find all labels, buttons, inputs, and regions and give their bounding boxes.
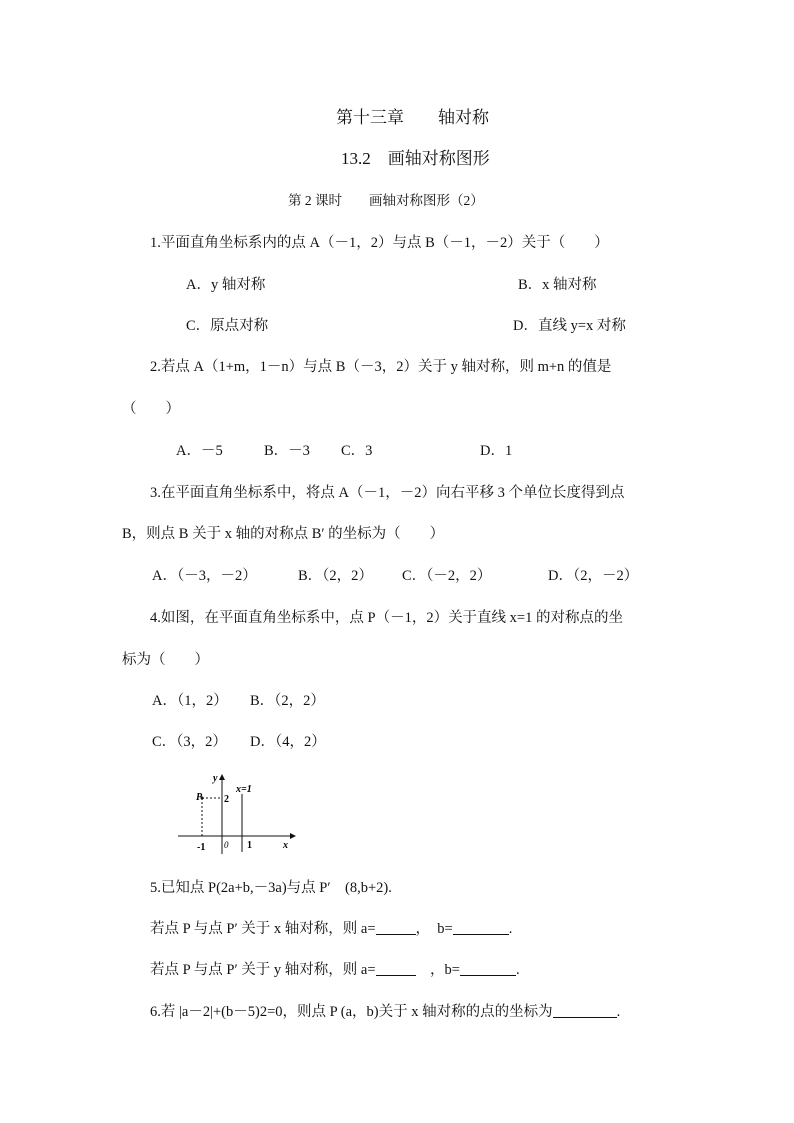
y-axis-arrow xyxy=(219,774,225,780)
q5-line1-end: . xyxy=(508,921,513,937)
q6-line xyxy=(150,1002,620,1022)
q3-option-b: B．（2，2） xyxy=(298,568,373,584)
x-axis-arrow xyxy=(290,833,296,839)
x-axis-label: x xyxy=(283,840,288,851)
q4-stem-line2: 标为（ ） xyxy=(122,652,209,668)
q3-option-a: A．（－3，－2） xyxy=(152,568,257,584)
q4-option-d: D．（4，2） xyxy=(250,734,326,750)
tick-label-y-2: 2 xyxy=(224,794,229,805)
q1-stem: 1.平面直角坐标系内的点 A（－1，2）与点 B（－1，－2）关于（ ） xyxy=(150,235,609,251)
q5-line1-part-a: 若点 P 与点 P′ 关于 x 轴对称，则 a= xyxy=(150,921,376,937)
q3-option-d: D．（2，－2） xyxy=(548,568,639,584)
q4-coordinate-figure xyxy=(170,770,300,860)
q5-line2-part-a: 若点 P 与点 P′ 关于 y 轴对称，则 a= xyxy=(150,962,376,978)
origin-label: 0 xyxy=(224,840,229,850)
q2-stem-line1: 2.若点 A（1+m，1－n）与点 B（－3，2）关于 y 轴对称，则 m+n 的值是 xyxy=(150,359,612,375)
q5-blank-a-y[interactable] xyxy=(376,961,416,976)
q5-blank-b-x[interactable] xyxy=(453,920,509,935)
q1-option-a: A．y 轴对称 xyxy=(186,277,266,293)
q4-stem-line1: 4.如图，在平面直角坐标系中，点 P（－1，2）关于直线 x=1 的对称点的坐 xyxy=(150,610,623,626)
chapter-title: 第十三章 轴对称 xyxy=(336,108,489,127)
q1-option-b: B．x 轴对称 xyxy=(518,277,597,293)
q5-line-y-axis xyxy=(150,960,520,980)
lesson-title: 第 2 课时 画轴对称图形（2） xyxy=(288,193,484,208)
q5-stem: 5.已知点 P(2a+b,－3a)与点 P′ (8,b+2). xyxy=(150,880,392,896)
q5-blank-a-x[interactable] xyxy=(376,920,416,935)
q6-stem: 6.若 |a－2|+(b－5)2=0，则点 P (a，b)关于 x 轴对称的点的坐标为 xyxy=(150,1004,553,1020)
q4-option-b: B．（2，2） xyxy=(250,693,325,709)
q3-stem-line2: B，则点 B 关于 x 轴的对称点 B′ 的坐标为（ ） xyxy=(122,526,445,542)
section-title: 13.2 画轴对称图形 xyxy=(341,149,490,168)
point-p-label: P xyxy=(196,792,203,803)
y-axis-label: y xyxy=(213,773,218,784)
tick-label-x-minus-1: -1 xyxy=(197,842,206,853)
q2-stem-line2: （ ） xyxy=(122,401,180,417)
q5-line2-part-b: ，b= xyxy=(415,962,460,978)
q2-option-d: D．1 xyxy=(480,443,513,459)
tick-label-x-1: 1 xyxy=(247,840,252,851)
q6-end: . xyxy=(616,1004,621,1020)
line-label: x=1 xyxy=(236,784,252,795)
q5-line1-part-b: ， b= xyxy=(415,921,453,937)
q2-option-c: C．3 xyxy=(341,443,373,459)
q6-blank[interactable] xyxy=(553,1003,617,1018)
q1-option-d: D．直线 y=x 对称 xyxy=(513,318,626,334)
q2-option-b: B．－3 xyxy=(264,443,310,459)
q5-blank-b-y[interactable] xyxy=(460,961,516,976)
q5-line-x-axis xyxy=(150,919,512,939)
q3-option-c: C．（－2，2） xyxy=(402,568,492,584)
q5-line2-end: . xyxy=(515,962,520,978)
q2-option-a: A．－5 xyxy=(176,443,223,459)
q4-option-a: A．（1，2） xyxy=(152,693,228,709)
q4-option-c: C．（3，2） xyxy=(152,734,227,750)
q3-stem-line1: 3.在平面直角坐标系中，将点 A（－1，－2）向右平移 3 个单位长度得到点 xyxy=(150,485,625,501)
q1-option-c: C．原点对称 xyxy=(186,318,269,334)
